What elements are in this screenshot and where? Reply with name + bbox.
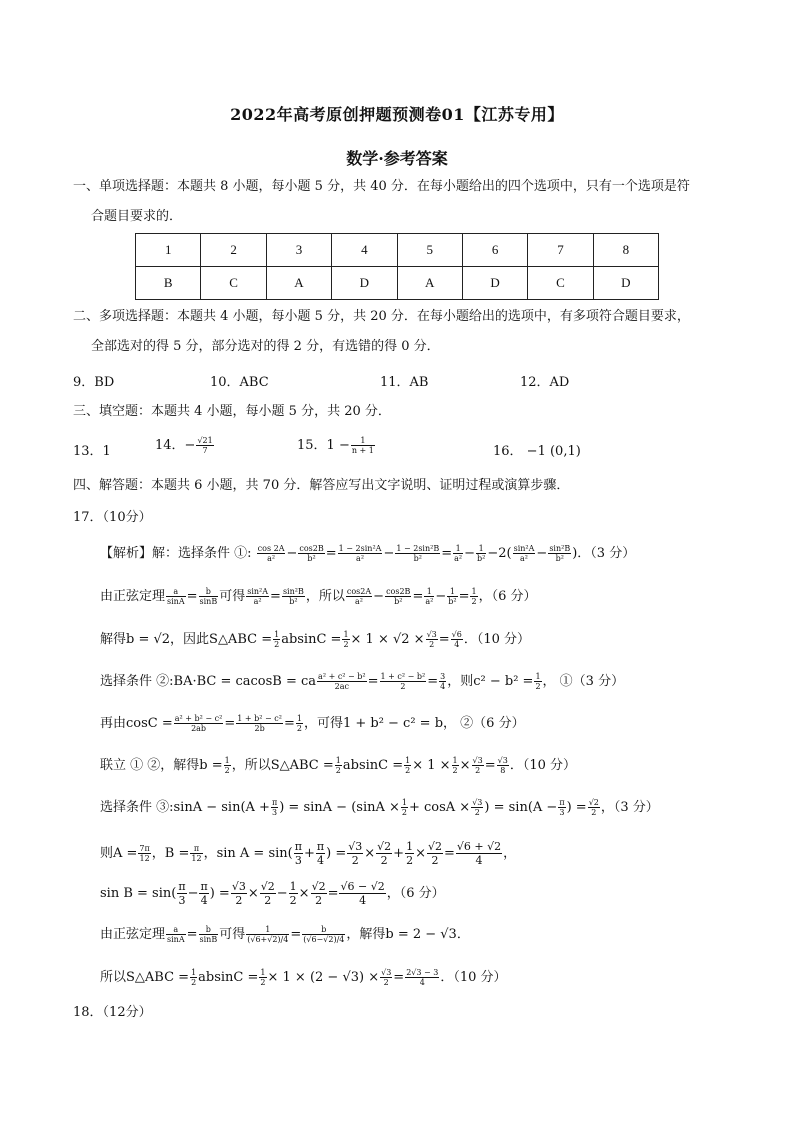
table-cell: 4	[332, 234, 397, 267]
answer-10: 10．ABC	[210, 375, 269, 390]
table-cell: C	[528, 267, 593, 300]
table-cell: D	[593, 267, 658, 300]
table-cell: A	[266, 267, 331, 300]
solution-line-10: 由正弦定理 $\frac{a}{\sin A}$ = $\frac{b}{\sin B}$ 可得 $\frac{1}{(√6+√2)/4}$ = $\frac{b}{(√6-√2)/4}$ ，解得b = 2 − √3．	[100, 925, 470, 944]
solution-line-11: 所以S△ABC = $\frac{1}{2}$ absinC = $\frac{1}{2}$ × 1 × (2 − √3) × $\frac{√3}{2}$ = $\frac{2√3 - 3}{4}$ ．（10 分）	[100, 968, 507, 987]
section4-heading: 四、解答题：本题共 6 小题，共 70 分．解答应写出文字说明、证明过程或演算步骤．	[73, 478, 570, 493]
table-cell: 7	[528, 234, 593, 267]
table-cell: B	[136, 267, 201, 300]
answer-table	[135, 233, 659, 300]
fraction: $\frac{√21}{7}$	[197, 436, 213, 455]
answer-15	[297, 434, 376, 455]
table-row-answers	[136, 267, 659, 300]
section1-heading-line2: 合题目要求的．	[91, 209, 183, 224]
section2-heading-line2: 全部选对的得 5 分，部分选对的得 2 分，有选错的得 0 分．	[91, 339, 440, 354]
q18-header: 18．（12分）	[73, 1005, 152, 1020]
answer-12: 12．AD	[520, 375, 570, 390]
solution-line-5: 再由cosC = $\frac{\text{a² + b² − c²}}{2ab}$ = $\frac{\text{1 + b² − c²}}{2b}$ = $\frac{1}{2}$ ，可得1 + b² − c² = b， ②（6 分）	[100, 714, 525, 733]
answer-16: 16． −1 (0,1)	[493, 444, 581, 459]
page-title: 2022年高考原创押题预测卷01【江苏专用】	[230, 105, 564, 124]
solution-line-6: 联立 ① ②，解得b = $\frac{1}{2}$ ，所以S△ABC = $\frac{1}{2}$ absinC = $\frac{1}{2}$ × 1 × $\frac{1}{2}$ × $\frac{√3}{2}$ = $\frac{√3}{8}$ ．（10 分）	[100, 756, 577, 775]
answer-9: 9．BD	[73, 375, 115, 390]
section2-heading-line1: 二、多项选择题：本题共 4 小题，每小题 5 分，共 20 分．在每小题给出的选项中，有多项符合题目要求，	[73, 309, 690, 324]
table-cell: C	[201, 267, 266, 300]
table-cell: D	[462, 267, 527, 300]
solution-line-1: 【解析】解：选择条件 ①: $\frac{\cos 2A}{\text{a²}}$ − $\frac{\cos 2B}{\text{b²}}$ = $\frac{\text{1 − 2sin²A}}{\text{a²}}$ − $\frac{\text{1 − 2sin²B}}{\text{b²}}$ = $\frac{1}{\text{a²}}$ − $\frac{1}{\text{b²}}$ −2( $\frac{\text{sin²A}}{\text{a²}}$ − $\frac{\text{sin²B}}{\text{b²}}$ )．（3 分）	[100, 544, 636, 563]
table-row-numbers	[136, 234, 659, 267]
page-subtitle: 数学·参考答案	[346, 149, 448, 168]
table-cell: D	[332, 267, 397, 300]
table-cell: 8	[593, 234, 658, 267]
table-cell: 5	[397, 234, 462, 267]
solution-line-3: 解得b = √2，因此S△ABC = $\frac{1}{2}$ absinC = $\frac{1}{2}$ × 1 × √2 × $\frac{√3}{2}$ = $\frac{√6}{4}$ ．（10 分）	[100, 630, 531, 649]
answer-14-label: 14．	[155, 438, 185, 453]
solution-line-7: 选择条件 ③:sinA − sin(A + $\frac{\pi}{3}$ ) = sinA − (sinA × $\frac{1}{2}$ + cosA × $\frac{√3}{2}$ ) = sin(A − $\frac{\pi}{3}$ ) = $\frac{√2}{2}$ ，（3 分）	[100, 798, 659, 817]
solution-line-4: 选择条件 ②:BA·BC = cacosB = ca $\frac{\text{a² + c² − b²}}{2ac}$ = $\frac{\text{1 + c² − b²}}{2}$ = $\frac{3}{4}$ ，则c² − b² = $\frac{1}{2}$ ， ①（3 分）	[100, 672, 625, 691]
answer-15-label: 15．1 −	[297, 438, 350, 453]
table-cell: A	[397, 267, 462, 300]
table-cell: 3	[266, 234, 331, 267]
answer-11: 11．AB	[380, 375, 429, 390]
answer-13: 13．1	[73, 444, 111, 459]
solution-line-9: sin B = sin( $\frac{\pi}{3}$ − $\frac{\pi}{4}$ ) = $\frac{√3}{2}$ × $\frac{√2}{2}$ − $\frac{1}{2}$ × $\frac{√2}{2}$ = $\frac{√6 - √2}{4}$ ，（6 分）	[100, 880, 445, 907]
table-cell: 2	[201, 234, 266, 267]
section3-heading: 三、填空题：本题共 4 小题，每小题 5 分，共 20 分．	[73, 404, 391, 419]
table-cell: 6	[462, 234, 527, 267]
fraction: $\frac{1}{n + 1}$	[351, 436, 374, 455]
section1-heading-line1: 一、单项选择题：本题共 8 小题，每小题 5 分，共 40 分．在每小题给出的四个选项中，只有一个选项是符	[73, 179, 690, 194]
answer-14: 14．− $\frac{√21}{7}$	[155, 436, 213, 455]
table-cell: 1	[136, 234, 201, 267]
solution-line-8: 则A = $\frac{7\pi}{12}$ ，B = $\frac{\pi}{12}$ ，sin A = sin( $\frac{\pi}{3}$ + $\frac{\pi}{4}$ ) = $\frac{√3}{2}$ × $\frac{√2}{2}$ + $\frac{1}{2}$ × $\frac{√2}{2}$ = $\frac{√6 + √2}{4}$ ，	[100, 840, 517, 867]
solution-line-2: 由正弦定理 $\frac{a}{\sin A}$ = $\frac{b}{\sin B}$ 可得 $\frac{\text{sin²A}}{\text{a²}}$ = $\frac{\text{sin²B}}{\text{b²}}$ ，所以 $\frac{\cos 2A}{\text{a²}}$ − $\frac{\cos 2B}{\text{b²}}$ = $\frac{1}{\text{a²}}$ − $\frac{1}{\text{b²}}$ = $\frac{1}{2}$ ，（6 分）	[100, 587, 537, 606]
q17-header: 17．（10分）	[73, 510, 152, 525]
